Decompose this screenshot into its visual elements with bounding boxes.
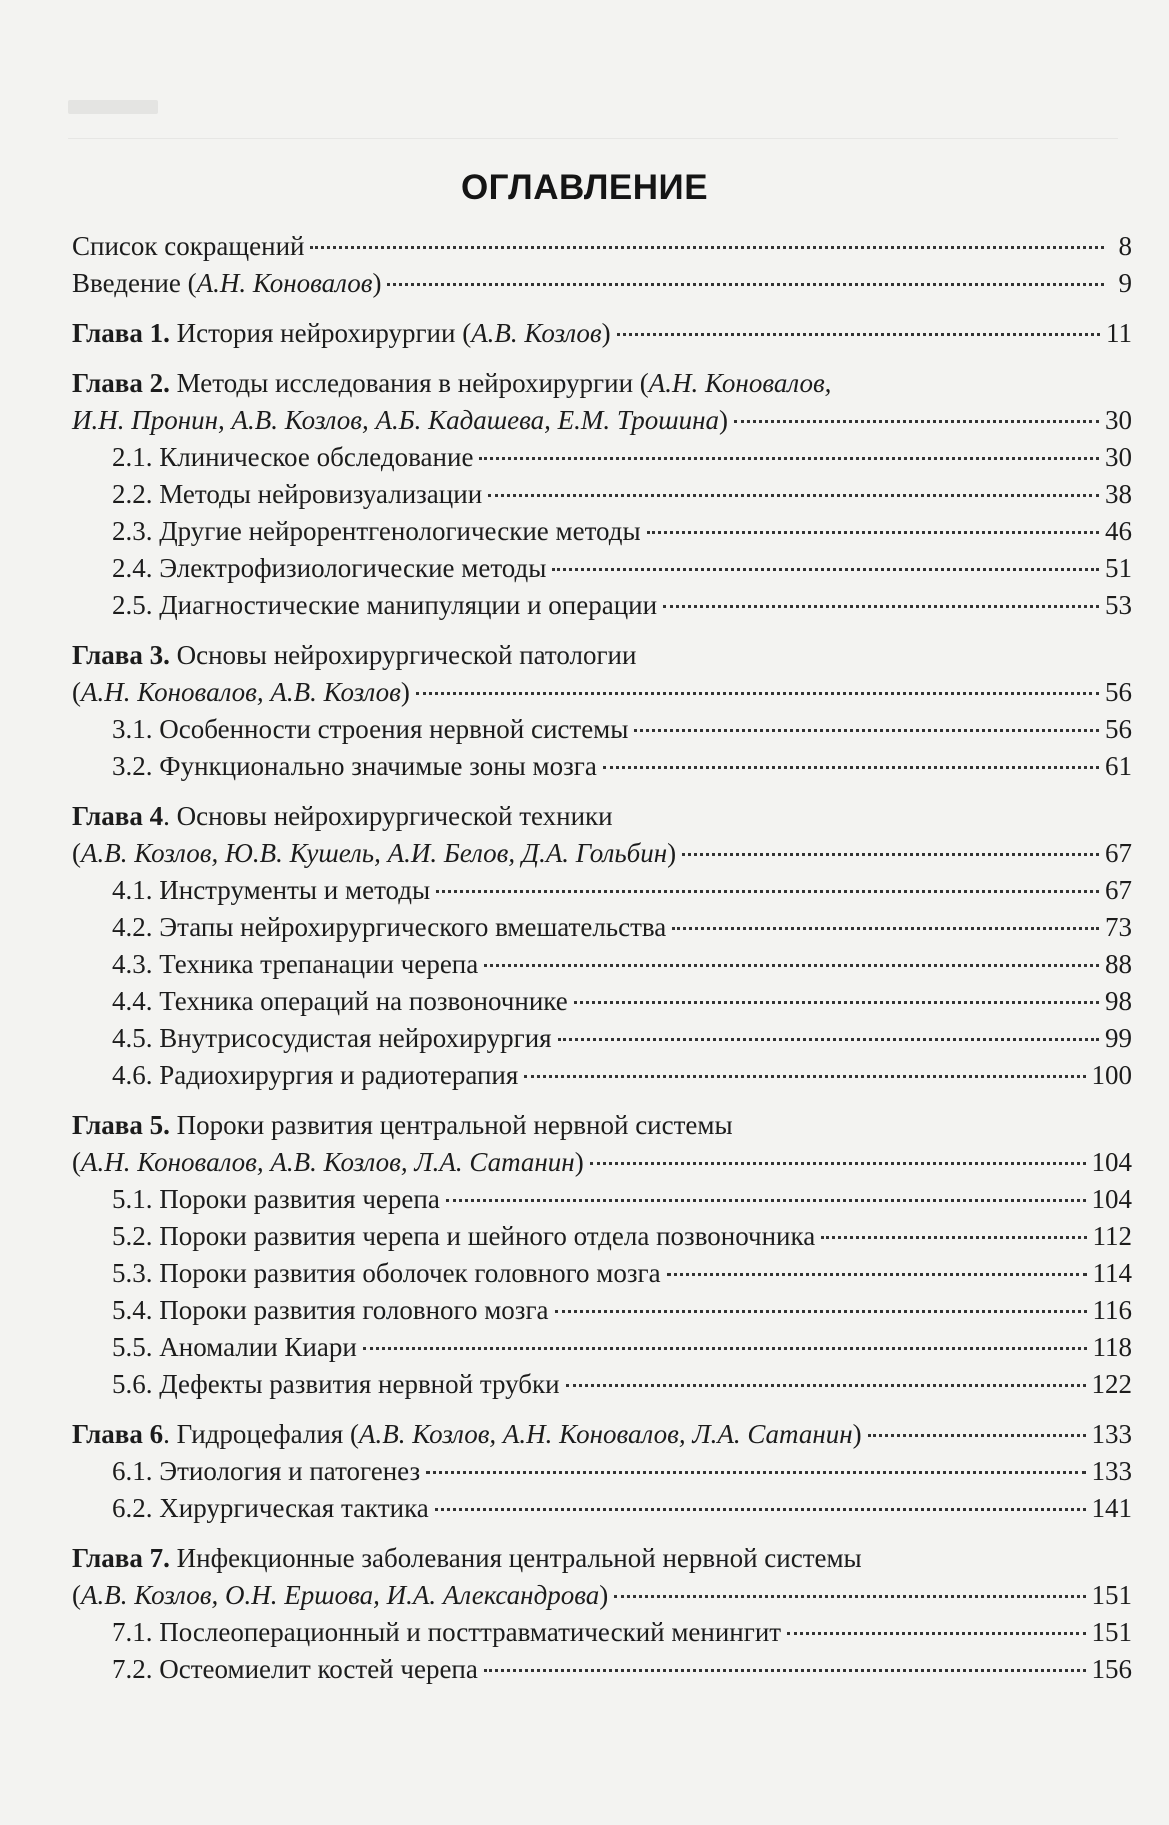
toc-chapter-entry bbox=[72, 265, 1132, 302]
author-names: А.В. Козлов, О.Н. Ершова, И.А. Александрова bbox=[81, 1580, 600, 1610]
toc-entry-label bbox=[112, 1329, 357, 1366]
toc-chapter-entry bbox=[72, 637, 1132, 674]
page-number: 38 bbox=[1105, 479, 1132, 509]
author-names: И.Н. Пронин, А.В. Козлов, А.Б. Кадашева, Е.М. Трошина bbox=[72, 405, 720, 435]
table-of-contents bbox=[72, 228, 1132, 1688]
toc-subsection-entry bbox=[72, 983, 1132, 1020]
dot-leader bbox=[821, 1236, 1086, 1239]
chapter-number: Глава 1. bbox=[72, 318, 170, 348]
toc-entry-label bbox=[72, 835, 676, 872]
toc-chapter-entry bbox=[72, 1577, 1132, 1614]
dot-leader bbox=[617, 333, 1100, 336]
toc-chapter-entry bbox=[72, 1540, 1132, 1577]
page-number: 73 bbox=[1105, 912, 1132, 942]
entry-title-text: ) bbox=[719, 405, 729, 435]
toc-entry-label bbox=[72, 228, 304, 265]
page-number: 67 bbox=[1105, 838, 1132, 868]
toc-entry-label bbox=[72, 640, 636, 670]
page-title: ОГЛАВЛЕНИЕ bbox=[460, 168, 709, 207]
page-number: 67 bbox=[1105, 875, 1132, 905]
dot-leader bbox=[868, 1434, 1086, 1437]
toc-entry-label bbox=[72, 1144, 584, 1181]
dot-leader bbox=[310, 246, 1104, 249]
toc-entry-label bbox=[112, 1218, 815, 1255]
entry-title-text: 7.1. Послеоперационный и посттравматический менингит bbox=[112, 1617, 782, 1647]
toc-entry-label bbox=[112, 711, 628, 748]
toc-subsection-entry bbox=[72, 872, 1132, 909]
page-number: 30 bbox=[1105, 442, 1132, 472]
entry-title-text: 4.3. Техника трепанации черепа bbox=[112, 949, 479, 979]
chapter-number: Глава 3. bbox=[72, 640, 170, 670]
entry-title-text: 3.2. Функционально значимые зоны мозга bbox=[112, 751, 597, 781]
author-names: А.Н. Коновалов bbox=[196, 268, 373, 298]
chapter-number: Глава 7. bbox=[72, 1543, 170, 1573]
dot-leader bbox=[435, 1508, 1086, 1511]
dot-leader bbox=[647, 531, 1099, 534]
author-names: А.В. Козлов, А.Н. Коновалов, Л.А. Сатанин bbox=[358, 1419, 853, 1449]
toc-subsection-entry bbox=[72, 1020, 1132, 1057]
toc-subsection-entry bbox=[72, 1329, 1132, 1366]
author-names: А.В. Козлов, Ю.В. Кушель, А.И. Белов, Д.А. Гольбин bbox=[81, 838, 668, 868]
dot-leader bbox=[484, 964, 1099, 967]
page-number: 141 bbox=[1091, 1493, 1132, 1523]
page-number: 133 bbox=[1091, 1419, 1132, 1449]
entry-title-text: ( bbox=[72, 838, 81, 868]
entry-title-text: ( bbox=[72, 1580, 81, 1610]
dot-leader bbox=[488, 494, 1099, 497]
toc-chapter-entry bbox=[72, 228, 1132, 265]
toc-entry-label bbox=[72, 315, 611, 352]
dot-leader bbox=[603, 766, 1099, 769]
entry-title-text: ( bbox=[72, 677, 81, 707]
toc-chapter-entry bbox=[72, 674, 1132, 711]
entry-title-text: 4.1. Инструменты и методы bbox=[112, 875, 431, 905]
toc-entry-label bbox=[112, 1255, 661, 1292]
dot-leader bbox=[787, 1632, 1085, 1635]
toc-subsection-entry bbox=[72, 476, 1132, 513]
toc-subsection-entry bbox=[72, 711, 1132, 748]
toc-entry-label bbox=[72, 674, 410, 711]
dot-leader bbox=[387, 283, 1104, 286]
toc-subsection-entry bbox=[72, 513, 1132, 550]
dot-leader bbox=[566, 1384, 1086, 1387]
entry-title-text: 2.1. Клиническое обследование bbox=[112, 442, 474, 472]
entry-title-text: 6.2. Хирургическая тактика bbox=[112, 1493, 429, 1523]
toc-entry-label bbox=[72, 801, 613, 831]
entry-title-text: ) bbox=[400, 677, 410, 707]
toc-entry-label bbox=[112, 1057, 518, 1094]
page-number: 112 bbox=[1092, 1221, 1132, 1251]
toc-entry-label bbox=[112, 909, 666, 946]
page-number: 46 bbox=[1105, 516, 1132, 546]
toc-entry-label bbox=[112, 439, 473, 476]
page-number: 88 bbox=[1105, 949, 1132, 979]
entry-title-text: Методы исследования в нейрохирургии ( bbox=[169, 368, 649, 398]
toc-subsection-entry bbox=[72, 909, 1132, 946]
toc-entry-label bbox=[112, 1490, 429, 1527]
entry-title-text: ) bbox=[852, 1419, 862, 1449]
toc-chapter-entry bbox=[72, 315, 1132, 352]
toc-entry-label bbox=[112, 748, 597, 785]
entry-title-text: ( bbox=[72, 1147, 81, 1177]
dot-leader bbox=[555, 1310, 1087, 1313]
dot-leader bbox=[446, 1199, 1086, 1202]
toc-subsection-entry bbox=[72, 946, 1132, 983]
toc-subsection-entry bbox=[72, 1490, 1132, 1527]
toc-subsection-entry bbox=[72, 1292, 1132, 1329]
page-number: 156 bbox=[1091, 1654, 1132, 1684]
dot-leader bbox=[479, 457, 1099, 460]
page-number: 100 bbox=[1091, 1060, 1132, 1090]
toc-chapter-entry bbox=[72, 1144, 1132, 1181]
dot-leader bbox=[634, 729, 1099, 732]
dot-leader bbox=[667, 1273, 1087, 1276]
toc-entry-label bbox=[72, 1416, 862, 1453]
toc-chapter-entry bbox=[72, 1416, 1132, 1453]
toc-subsection-entry bbox=[72, 1218, 1132, 1255]
entry-title-text: . Основы нейрохирургической техники bbox=[163, 801, 613, 831]
toc-entry-label bbox=[72, 368, 831, 398]
dot-leader bbox=[416, 692, 1099, 695]
toc-chapter-entry bbox=[72, 402, 1132, 439]
page-number: 118 bbox=[1092, 1332, 1132, 1362]
entry-title-text: 4.5. Внутрисосудистая нейрохирургия bbox=[112, 1023, 552, 1053]
page-number: 99 bbox=[1105, 1023, 1132, 1053]
dot-leader bbox=[426, 1471, 1085, 1474]
entry-title-text: 6.1. Этиология и патогенез bbox=[112, 1456, 421, 1486]
toc-subsection-entry bbox=[72, 1057, 1132, 1094]
toc-subsection-entry bbox=[72, 1614, 1132, 1651]
page-number: 151 bbox=[1091, 1617, 1132, 1647]
entry-title-text: 2.2. Методы нейровизуализации bbox=[112, 479, 483, 509]
entry-title-text: 2.4. Электрофизиологические методы bbox=[112, 553, 547, 583]
entry-title-text: 4.4. Техника операций на позвоночнике bbox=[112, 986, 568, 1016]
entry-title-text: 2.5. Диагностические манипуляции и операции bbox=[112, 590, 658, 620]
page-number: 30 bbox=[1105, 405, 1132, 435]
dot-leader bbox=[574, 1001, 1099, 1004]
page-number: 56 bbox=[1105, 677, 1132, 707]
page-number: 114 bbox=[1092, 1258, 1132, 1288]
entry-title-text: 5.3. Пороки развития оболочек головного мозга bbox=[112, 1258, 661, 1288]
entry-title-text: 5.6. Дефекты развития нервной трубки bbox=[112, 1369, 560, 1399]
entry-title-text: 5.2. Пороки развития черепа и шейного отдела позвоночника bbox=[112, 1221, 816, 1251]
toc-entry-label bbox=[112, 1614, 781, 1651]
dot-leader bbox=[436, 890, 1099, 893]
toc-entry-label bbox=[112, 476, 482, 513]
toc-entry-label bbox=[112, 872, 430, 909]
entry-title-text: История нейрохирургии ( bbox=[169, 318, 472, 348]
toc-entry-label bbox=[112, 1020, 552, 1057]
toc-subsection-entry bbox=[72, 1181, 1132, 1218]
toc-subsection-entry bbox=[72, 1255, 1132, 1292]
dot-leader bbox=[682, 853, 1099, 856]
entry-title-text: Пороки развития центральной нервной системы bbox=[169, 1110, 733, 1140]
chapter-number: Глава 4 bbox=[72, 801, 164, 831]
toc-chapter-entry bbox=[72, 798, 1132, 835]
dot-leader bbox=[363, 1347, 1087, 1350]
toc-entry-label bbox=[112, 1366, 560, 1403]
page-number: 133 bbox=[1091, 1456, 1132, 1486]
page-number: 9 bbox=[1118, 268, 1132, 298]
author-names: А.Н. Коновалов, А.В. Козлов, Л.А. Сатанин bbox=[81, 1147, 575, 1177]
page-number: 151 bbox=[1091, 1580, 1132, 1610]
dot-leader bbox=[734, 420, 1099, 423]
entry-title-text: ) bbox=[667, 838, 677, 868]
page-number: 51 bbox=[1105, 553, 1132, 583]
page-number: 122 bbox=[1091, 1369, 1132, 1399]
toc-entry-label bbox=[112, 1292, 549, 1329]
toc-entry-label bbox=[112, 1181, 440, 1218]
toc-subsection-entry bbox=[72, 1453, 1132, 1490]
toc-entry-label bbox=[72, 1543, 862, 1573]
toc-entry-label bbox=[112, 1651, 478, 1688]
entry-title-text: Инфекционные заболевания центральной нервной системы bbox=[169, 1543, 862, 1573]
toc-entry-label bbox=[72, 265, 381, 302]
entry-title-text: 3.1. Особенности строения нервной системы bbox=[112, 714, 629, 744]
chapter-number: Глава 2. bbox=[72, 368, 170, 398]
dot-leader bbox=[484, 1669, 1086, 1672]
toc-subsection-entry bbox=[72, 1651, 1132, 1688]
page-number: 56 bbox=[1105, 714, 1132, 744]
dot-leader bbox=[590, 1162, 1086, 1165]
chapter-number: Глава 6 bbox=[72, 1419, 164, 1449]
entry-title-text: ) bbox=[599, 1580, 609, 1610]
dot-leader bbox=[552, 568, 1099, 571]
chapter-number: Глава 5. bbox=[72, 1110, 170, 1140]
dot-leader bbox=[524, 1075, 1085, 1078]
page-number: 53 bbox=[1105, 590, 1132, 620]
toc-entry-label bbox=[72, 1577, 608, 1614]
page-number: 98 bbox=[1105, 986, 1132, 1016]
dot-leader bbox=[558, 1038, 1099, 1041]
author-names: А.Н. Коновалов, bbox=[648, 368, 832, 398]
author-names: А.В. Козлов bbox=[471, 318, 602, 348]
toc-subsection-entry bbox=[72, 587, 1132, 624]
dot-leader bbox=[663, 605, 1099, 608]
toc-chapter-entry bbox=[72, 365, 1132, 402]
entry-title-text: . Гидроцефалия ( bbox=[163, 1419, 359, 1449]
page-number: 11 bbox=[1106, 318, 1132, 348]
page-number: 116 bbox=[1092, 1295, 1132, 1325]
toc-entry-label bbox=[112, 550, 546, 587]
page-number: 104 bbox=[1091, 1147, 1132, 1177]
dot-leader bbox=[672, 927, 1099, 930]
toc-chapter-entry bbox=[72, 1107, 1132, 1144]
author-names: А.Н. Коновалов, А.В. Козлов bbox=[81, 677, 401, 707]
toc-entry-label bbox=[112, 513, 641, 550]
entry-title-text: ) bbox=[372, 268, 382, 298]
toc-entry-label bbox=[72, 402, 728, 439]
toc-subsection-entry bbox=[72, 439, 1132, 476]
show-through-rule bbox=[68, 138, 1118, 139]
show-through-running-head bbox=[68, 100, 158, 114]
entry-title-text: Список сокращений bbox=[72, 231, 305, 261]
toc-subsection-entry bbox=[72, 1366, 1132, 1403]
toc-entry-label bbox=[112, 1453, 420, 1490]
page-number: 8 bbox=[1118, 231, 1132, 261]
entry-title-text: ) bbox=[601, 318, 611, 348]
dot-leader bbox=[614, 1595, 1085, 1598]
entry-title-text: ) bbox=[574, 1147, 584, 1177]
entry-title-text: 4.6. Радиохирургия и радиотерапия bbox=[112, 1060, 519, 1090]
entry-title-text: 5.5. Аномалии Киари bbox=[112, 1332, 357, 1362]
toc-entry-label bbox=[112, 946, 478, 983]
toc-entry-label bbox=[112, 983, 568, 1020]
entry-title-text: Основы нейрохирургической патологии bbox=[169, 640, 637, 670]
entry-title-text: Введение ( bbox=[72, 268, 197, 298]
toc-subsection-entry bbox=[72, 748, 1132, 785]
toc-chapter-entry bbox=[72, 835, 1132, 872]
entry-title-text: 7.2. Остеомиелит костей черепа bbox=[112, 1654, 478, 1684]
toc-entry-label bbox=[72, 1110, 733, 1140]
entry-title-text: 5.1. Пороки развития черепа bbox=[112, 1184, 440, 1214]
toc-subsection-entry bbox=[72, 550, 1132, 587]
entry-title-text: 5.4. Пороки развития головного мозга bbox=[112, 1295, 549, 1325]
entry-title-text: 2.3. Другие нейрорентгенологические методы bbox=[112, 516, 641, 546]
page-number: 61 bbox=[1105, 751, 1132, 781]
page-number: 104 bbox=[1091, 1184, 1132, 1214]
toc-entry-label bbox=[112, 587, 657, 624]
entry-title-text: 4.2. Этапы нейрохирургического вмешательства bbox=[112, 912, 667, 942]
